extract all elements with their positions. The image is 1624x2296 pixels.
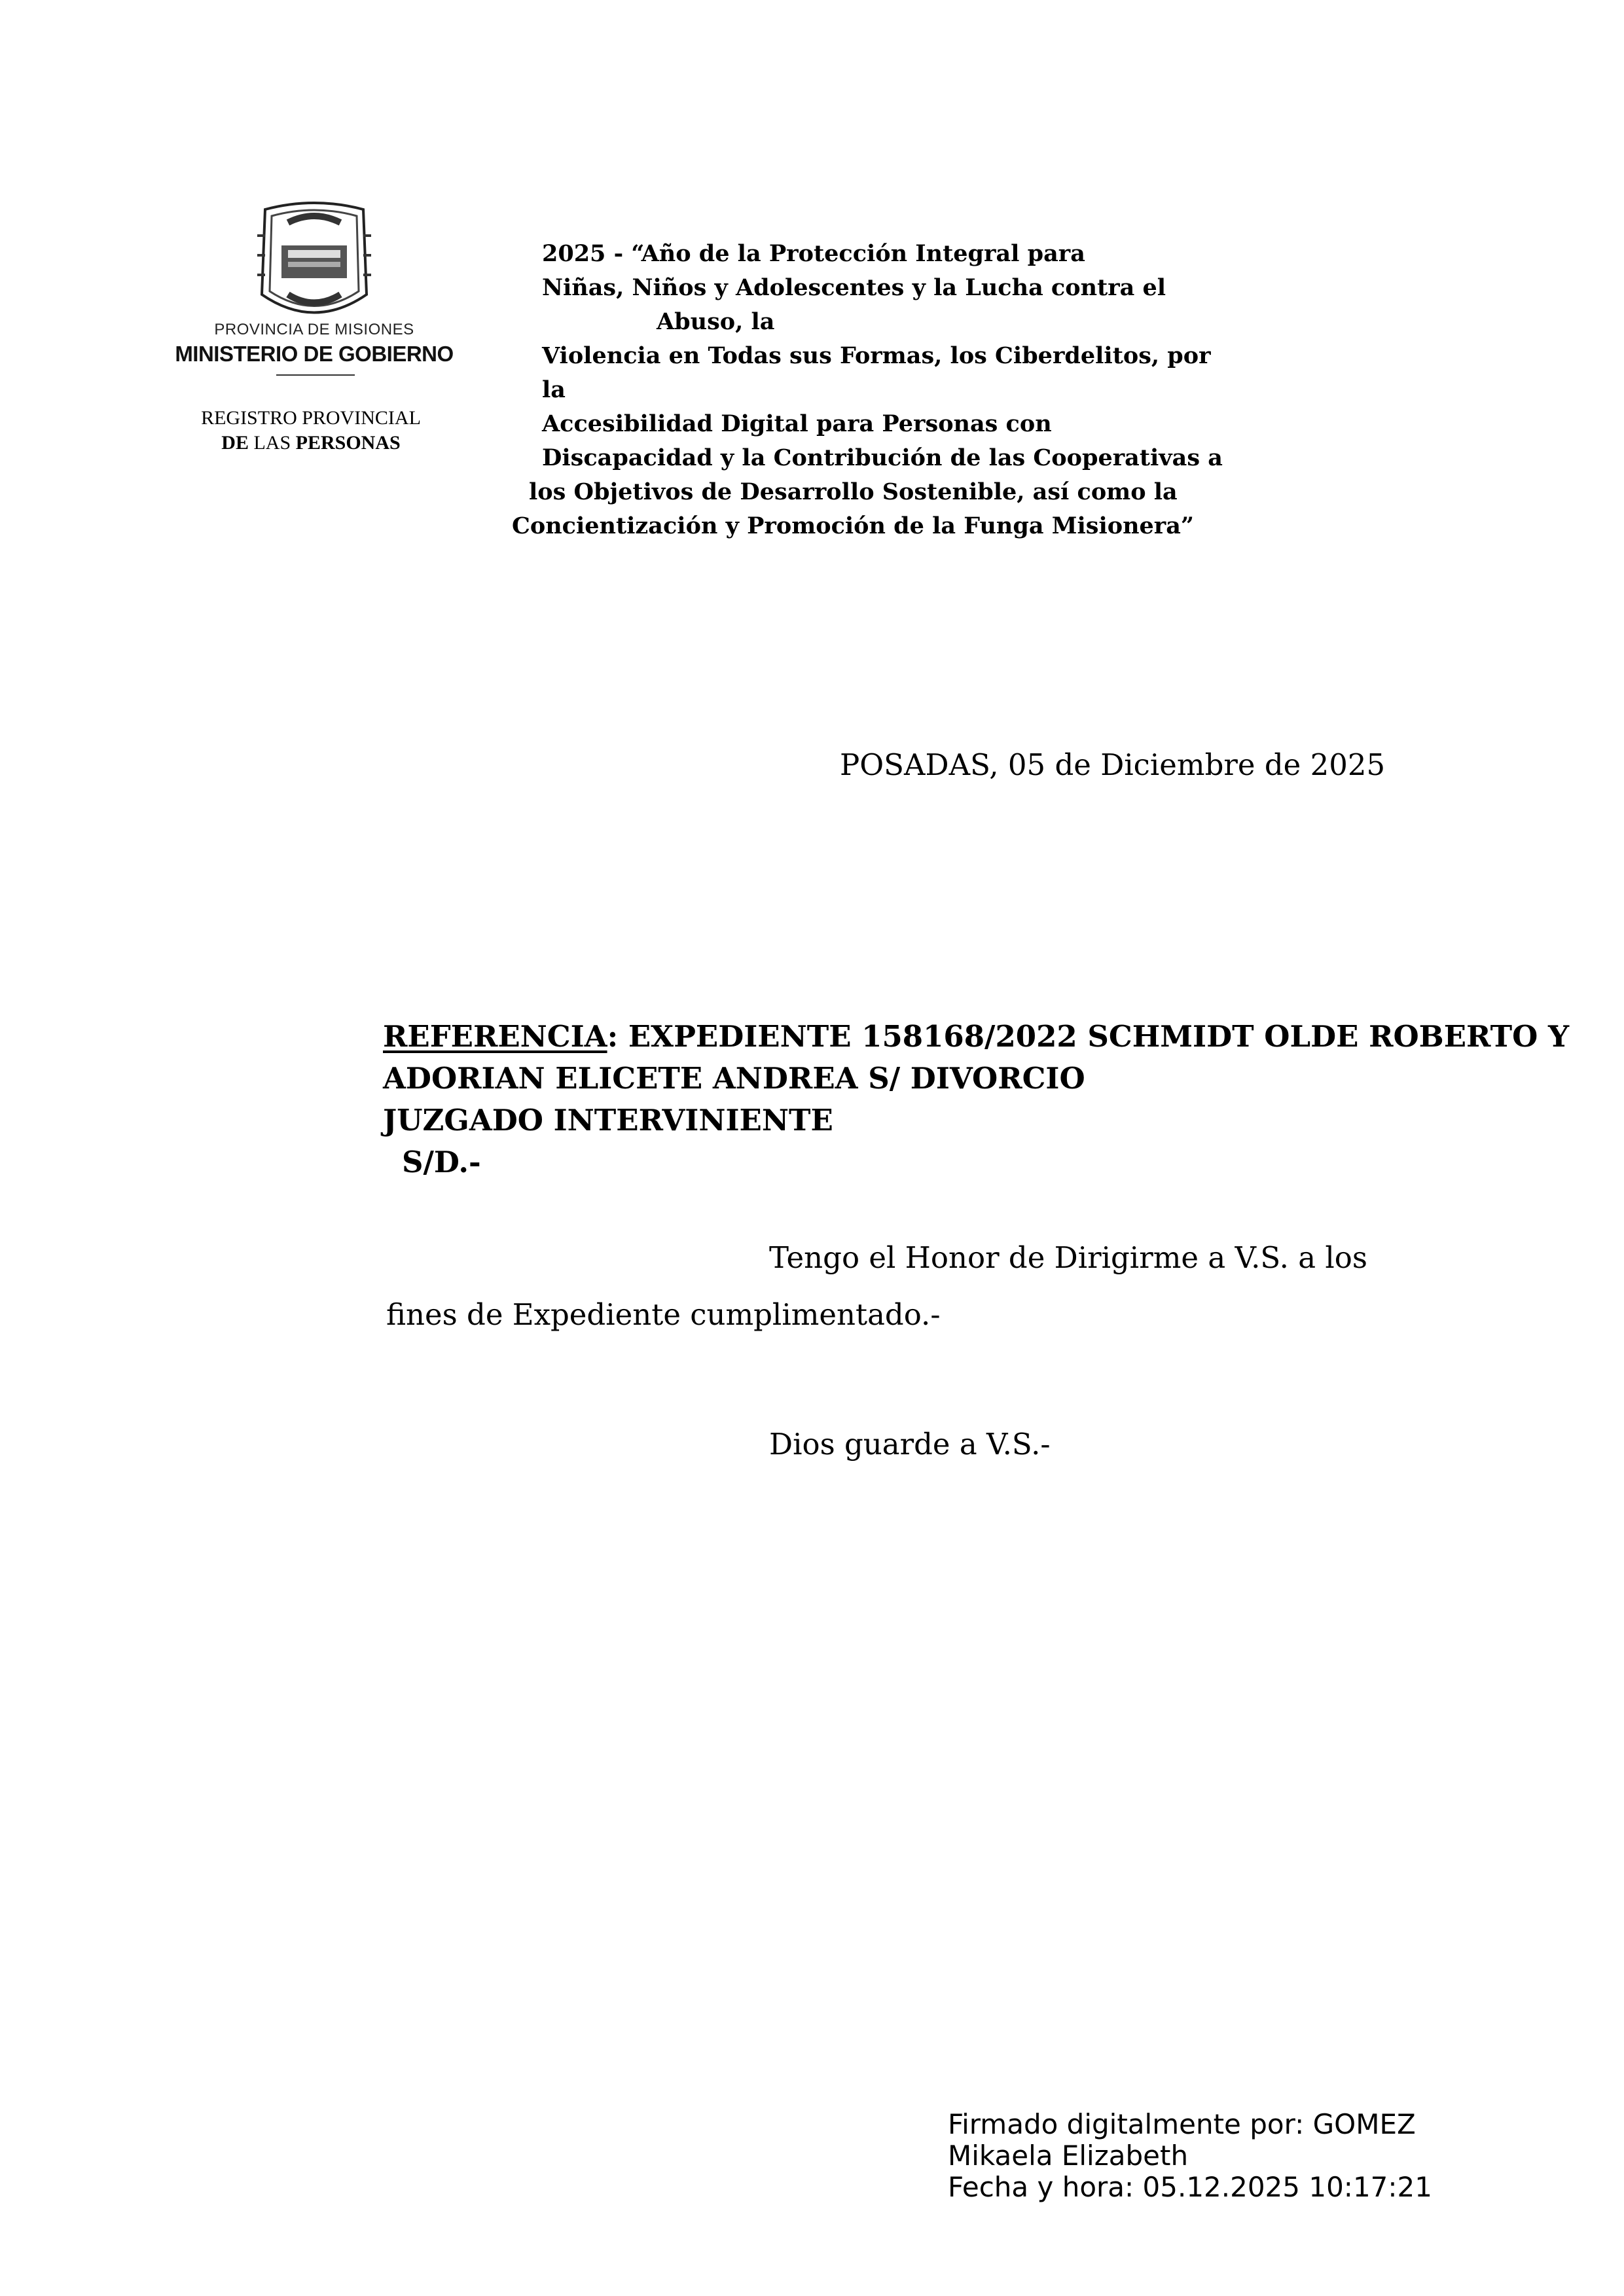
- motto-line: Violencia en Todas sus Formas, los Ciberdelitos, por: [542, 342, 1211, 369]
- motto-line: 2025 - “Año de la Protección Integral para: [542, 240, 1085, 267]
- reference-text1: EXPEDIENTE 158168/2022 SCHMIDT OLDE ROBERTO Y: [618, 1019, 1570, 1054]
- signature-line3: Fecha y hora: 05.12.2025 10:17:21: [948, 2171, 1432, 2203]
- reference-line4: S/D.-: [402, 1145, 481, 1179]
- motto-line: Concientización y Promoción de la Funga Misionera”: [512, 512, 1195, 539]
- reference-label: REFERENCIA: [383, 1019, 607, 1054]
- registry-line2: [187, 431, 435, 456]
- registry-line1: REGISTRO PROVINCIAL: [201, 407, 421, 429]
- province-name: PROVINCIA DE MISIONES: [214, 321, 414, 338]
- motto-line: los Objetivos de Desarrollo Sostenible, así como la: [529, 478, 1178, 505]
- registry-word-las: LAS: [253, 432, 291, 454]
- reference-line1: [383, 1016, 1569, 1058]
- body-paragraph-line2: fines de Expediente cumplimentado.-: [386, 1297, 941, 1332]
- logo-divider: [276, 374, 355, 376]
- provincial-seal-icon: [252, 196, 376, 327]
- motto-line: Abuso, la: [657, 308, 775, 335]
- body-paragraph-line1: Tengo el Honor de Dirigirme a V.S. a los: [769, 1240, 1367, 1275]
- motto-line: Discapacidad y la Contribución de las Cooperativas a: [542, 444, 1223, 471]
- motto-line: Niñas, Niños y Adolescentes y la Lucha contra el: [542, 274, 1166, 301]
- registry-word-personas: PERSONAS: [295, 432, 401, 454]
- reference-colon: :: [607, 1019, 619, 1054]
- ministry-logo: [164, 196, 465, 366]
- signature-line1: Firmado digitalmente por: GOMEZ: [948, 2108, 1416, 2140]
- signature-line2: Mikaela Elizabeth: [948, 2140, 1189, 2172]
- motto-line: Accesibilidad Digital para Personas con: [542, 410, 1052, 437]
- registry-name: [187, 406, 435, 456]
- motto-line: la: [542, 376, 566, 403]
- reference-line3: JUZGADO INTERVINIENTE: [383, 1103, 833, 1138]
- date-line: POSADAS, 05 de Diciembre de 2025: [840, 747, 1386, 782]
- registry-word-de: DE: [221, 432, 249, 454]
- closing-line: Dios guarde a V.S.-: [769, 1427, 1051, 1462]
- ministry-name: MINISTERIO DE GOBIERNO: [175, 342, 454, 366]
- reference-line2: ADORIAN ELICETE ANDREA S/ DIVORCIO: [383, 1061, 1085, 1096]
- digital-signature: [948, 2109, 1432, 2203]
